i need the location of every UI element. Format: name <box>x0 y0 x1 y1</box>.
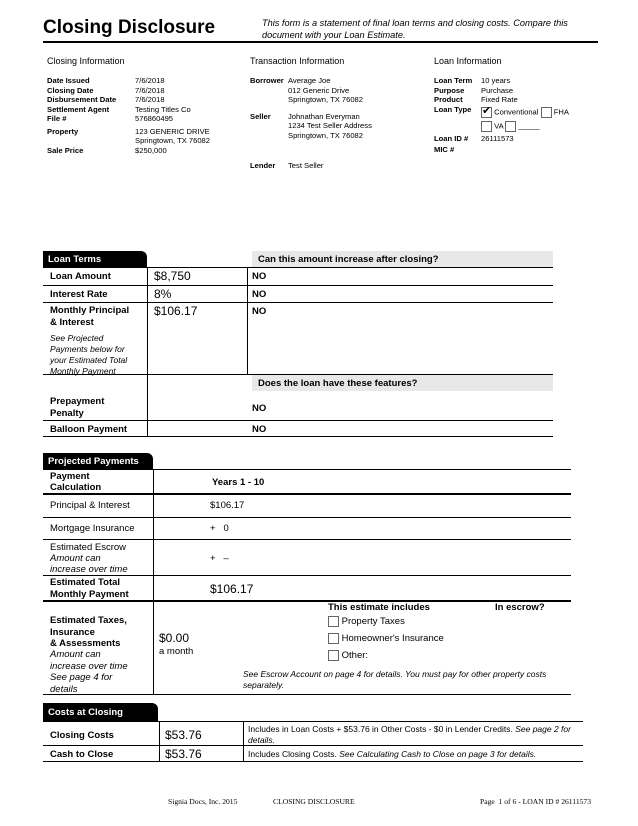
divider <box>43 575 571 576</box>
seller-address-line1: 1234 Test Seller Address <box>288 121 372 130</box>
conventional-checkbox[interactable] <box>481 107 492 118</box>
payment-calculation-label <box>50 471 101 493</box>
loan-id-label: Loan ID # <box>434 133 469 143</box>
column-divider <box>243 721 244 761</box>
monthly-pi-value: $106.17 <box>154 304 198 318</box>
disbursement-date-label: Disbursement Date <box>47 95 117 104</box>
sale-price-value: $250,000 <box>135 145 167 155</box>
borrower-label: Borrower <box>250 76 284 85</box>
intro-text: This form is a statement of final loan terms and closing costs. Compare this document with your Loan Estimate. <box>262 18 568 40</box>
estimated-escrow-label <box>50 542 128 575</box>
taxes-insurance-label-line3: & Assessments <box>50 638 121 649</box>
divider <box>43 285 553 286</box>
conventional-label: Conventional <box>494 107 539 116</box>
document-title: Closing Disclosure <box>43 17 216 38</box>
estimated-escrow-note-line2: increase over time <box>50 564 128 575</box>
homeowners-insurance-label: Homeowner's Insurance <box>341 633 444 645</box>
lender-label: Lender <box>250 161 276 170</box>
other-loan-type-checkbox[interactable] <box>505 121 516 132</box>
property-label: Property <box>47 126 79 136</box>
divider <box>43 436 553 437</box>
loan-terms-question-increase: Can this amount increase after closing? <box>252 251 553 267</box>
column-divider <box>247 267 248 374</box>
monthly-pi-label-line1: Monthly Principal <box>50 305 130 316</box>
column-divider <box>147 267 148 436</box>
interest-rate-answer: NO <box>252 289 267 300</box>
mortgage-insurance-value: + 0 <box>210 523 229 534</box>
homeowners-insurance-item <box>328 633 444 644</box>
closing-costs-see-page: See page 2 for details. <box>248 724 571 745</box>
loan-info-block <box>434 76 604 155</box>
loan-term-value: 10 years <box>481 76 511 85</box>
divider <box>43 600 571 602</box>
divider <box>43 302 553 303</box>
divider <box>43 761 583 762</box>
taxes-insurance-note-line1: Amount can <box>50 649 101 660</box>
monthly-pi-label <box>50 305 129 329</box>
loan-amount-value: $8,750 <box>154 269 191 283</box>
prepayment-penalty-answer: NO <box>252 403 267 414</box>
sale-price-label: Sale Price <box>47 145 84 155</box>
cash-to-close-see-page: See Calculating Cash to Close on page 3 for details. <box>339 749 537 759</box>
taxes-insurance-note-line4: details <box>50 683 78 695</box>
settlement-agent-label: Settlement Agent <box>47 104 110 114</box>
closing-date-label: Closing Date <box>47 85 94 95</box>
cash-to-close-value: $53.76 <box>165 747 202 761</box>
closing-date-value: 7/6/2018 <box>135 85 165 95</box>
loan-id-value: 26111573 <box>481 133 514 143</box>
borrower-address-line2: Springtown, TX 76082 <box>288 95 364 104</box>
taxes-insurance-label-line1: Estimated Taxes, <box>50 615 127 626</box>
seller-name: Johnathan Everyman <box>288 111 360 121</box>
va-checkbox[interactable] <box>481 121 492 132</box>
date-issued-label: Date Issued <box>47 76 90 85</box>
estimated-total-label-line1: Estimated Total <box>50 577 121 588</box>
seller-address-line2: Springtown, TX 76082 <box>288 130 364 140</box>
column-divider <box>153 600 154 694</box>
payment-calculation-label-line2: Calculation <box>50 482 102 493</box>
loan-term-label: Loan Term <box>434 76 473 85</box>
borrower-address-line1: 012 Generic Drive <box>288 85 350 95</box>
payment-calculation-label-line1: Payment <box>50 471 90 482</box>
cash-to-close-description <box>248 749 536 759</box>
loan-terms-header: Loan Terms <box>43 251 147 267</box>
divider <box>43 517 571 518</box>
mortgage-insurance-label: Mortgage Insurance <box>50 523 135 534</box>
loan-type-label: Loan Type <box>434 104 472 114</box>
closing-costs-value: $53.76 <box>165 728 202 742</box>
balloon-payment-label: Balloon Payment <box>50 424 128 435</box>
other-label: Other: <box>341 650 369 662</box>
taxes-insurance-period: a month <box>159 646 194 657</box>
product-value: Fixed Rate <box>481 95 518 104</box>
estimate-includes-header: This estimate includes <box>328 602 430 613</box>
prepayment-penalty-label <box>50 396 104 420</box>
footer-publisher: Signia Docs, Inc. 2015 <box>168 797 238 806</box>
estimated-escrow-value: + – <box>210 553 229 564</box>
closing-info-block <box>47 76 247 155</box>
prepayment-penalty-label-line1: Prepayment <box>50 396 105 407</box>
cash-to-close-desc-text: Includes Closing Costs. <box>248 749 337 759</box>
divider <box>43 420 553 421</box>
footer-form-name: CLOSING DISCLOSURE <box>273 797 355 806</box>
closing-costs-label: Closing Costs <box>50 730 114 741</box>
other-loan-type-label: _____ <box>518 121 540 130</box>
years-column-header: Years 1 - 10 <box>212 477 265 488</box>
estimated-total-value: $106.17 <box>210 582 254 596</box>
transaction-info-block <box>250 76 430 171</box>
monthly-pi-note-line3: your Estimated Total <box>50 355 128 365</box>
taxes-insurance-note-line2: increase over time <box>50 660 128 672</box>
estimated-escrow-label-line1: Estimated Escrow <box>50 542 127 553</box>
divider <box>43 267 553 268</box>
loan-info-header: Loan Information <box>434 56 502 66</box>
estimated-escrow-note-line1: Amount can <box>50 553 101 564</box>
principal-interest-label: Principal & Interest <box>50 500 130 511</box>
principal-interest-value: $106.17 <box>210 500 245 511</box>
property-taxes-checkbox[interactable] <box>328 616 339 627</box>
loan-amount-answer: NO <box>252 271 267 282</box>
prepayment-penalty-label-line2: Penalty <box>50 408 84 419</box>
taxes-insurance-label <box>50 615 127 650</box>
projected-payments-header: Projected Payments <box>43 453 153 469</box>
closing-info-header: Closing Information <box>47 56 125 66</box>
va-label: VA <box>494 121 504 130</box>
balloon-payment-answer: NO <box>252 424 267 435</box>
disbursement-date-value: 7/6/2018 <box>135 95 165 104</box>
divider <box>43 539 571 540</box>
file-number-label: File # <box>47 114 67 123</box>
cash-to-close-label: Cash to Close <box>50 749 114 760</box>
monthly-pi-label-line2: & Interest <box>50 317 94 328</box>
interest-rate-label: Interest Rate <box>50 289 108 300</box>
loan-amount-label: Loan Amount <box>50 271 111 282</box>
loan-features-question: Does the loan have these features? <box>252 375 553 391</box>
estimated-total-label <box>50 577 129 601</box>
taxes-insurance-note <box>50 649 128 695</box>
property-line1: 123 GENERIC DRIVE <box>135 126 210 136</box>
divider <box>43 745 583 746</box>
product-label: Product <box>434 95 463 104</box>
file-number-value: 576860495 <box>135 114 174 123</box>
taxes-insurance-amount: $0.00 <box>159 631 190 645</box>
monthly-pi-note-line4: Monthly Payment <box>50 366 116 376</box>
interest-rate-value: 8% <box>154 287 172 301</box>
purpose-value: Purchase <box>481 85 514 95</box>
mic-label: MIC # <box>434 145 455 154</box>
monthly-pi-note-line2: Payments below for <box>50 344 125 354</box>
monthly-pi-note-line1: See Projected <box>50 333 104 343</box>
purpose-label: Purpose <box>434 85 465 95</box>
transaction-info-header: Transaction Information <box>250 56 345 66</box>
fha-label: FHA <box>553 107 569 116</box>
taxes-insurance-note-line3: See page 4 for <box>50 672 113 683</box>
monthly-pi-note <box>50 333 127 377</box>
other-checkbox[interactable] <box>328 650 339 661</box>
property-taxes-item <box>328 616 405 627</box>
monthly-pi-answer: NO <box>252 306 267 317</box>
divider <box>43 694 571 695</box>
estimated-total-label-line2: Monthly Payment <box>50 589 129 600</box>
closing-costs-desc-text: Includes in Loan Costs + $53.76 in Other Costs - $0 in Lender Credits. <box>248 724 513 734</box>
date-issued-value: 7/6/2018 <box>135 76 165 85</box>
closing-costs-description <box>248 724 588 746</box>
settlement-agent-value: Testing Titles Co <box>135 104 191 114</box>
column-divider <box>153 469 154 600</box>
property-line2: Springtown, TX 76082 <box>135 136 211 145</box>
footer-page-number: Page 1 of 6 - LOAN ID # 26111573 <box>480 797 592 806</box>
title-divider <box>43 41 598 43</box>
lender-name: Test Seller <box>288 161 324 170</box>
seller-label: Seller <box>250 111 271 121</box>
escrow-footnote: See Escrow Account on page 4 for details. You must pay for other property costs separately. <box>243 669 547 690</box>
column-divider <box>159 721 160 761</box>
costs-at-closing-header: Costs at Closing <box>43 703 158 721</box>
taxes-insurance-label-line2: Insurance <box>50 626 95 638</box>
in-escrow-header: In escrow? <box>495 602 545 613</box>
divider <box>43 469 571 470</box>
property-taxes-label: Property Taxes <box>341 616 405 628</box>
homeowners-insurance-checkbox[interactable] <box>328 633 339 644</box>
other-item <box>328 650 368 661</box>
divider <box>43 721 583 722</box>
fha-checkbox[interactable] <box>541 107 552 118</box>
borrower-name: Average Joe <box>288 76 331 85</box>
divider <box>43 493 571 495</box>
